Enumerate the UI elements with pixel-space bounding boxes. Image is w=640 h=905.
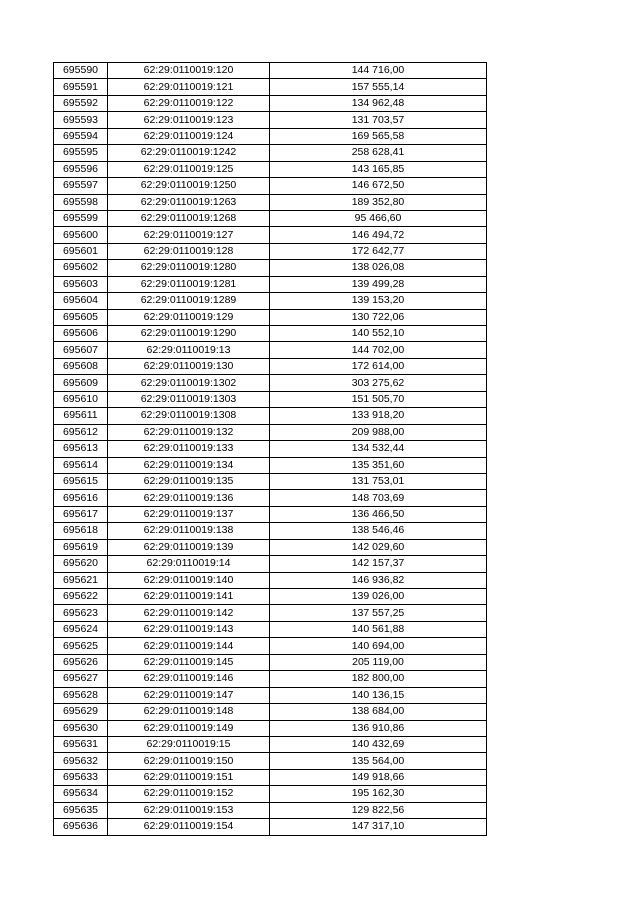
row-number-cell: 695611 <box>54 408 108 424</box>
cadastral-number-cell: 62:29:0110019:132 <box>108 424 270 440</box>
row-number-cell: 695592 <box>54 95 108 111</box>
table-row <box>54 671 487 687</box>
cadastral-value-cell: 139 499,28 <box>270 276 487 292</box>
table-row <box>54 523 487 539</box>
cadastral-number-cell: 62:29:0110019:124 <box>108 128 270 144</box>
row-number-cell: 695612 <box>54 424 108 440</box>
row-number-cell: 695600 <box>54 227 108 243</box>
table-row <box>54 457 487 473</box>
cadastral-number-cell: 62:29:0110019:136 <box>108 490 270 506</box>
row-number-cell: 695599 <box>54 210 108 226</box>
cadastral-value-cell: 129 822,56 <box>270 802 487 818</box>
cadastral-value-cell: 131 703,57 <box>270 112 487 128</box>
row-number-cell: 695633 <box>54 769 108 785</box>
table-row <box>54 819 487 835</box>
table-row <box>54 375 487 391</box>
cadastral-number-cell: 62:29:0110019:152 <box>108 786 270 802</box>
row-number-cell: 695615 <box>54 473 108 489</box>
cadastral-number-cell: 62:29:0110019:1303 <box>108 391 270 407</box>
table-row <box>54 276 487 292</box>
table-row <box>54 654 487 670</box>
cadastral-value-cell: 142 157,37 <box>270 556 487 572</box>
row-number-cell: 695596 <box>54 161 108 177</box>
row-number-cell: 695623 <box>54 605 108 621</box>
cadastral-value-cell: 157 555,14 <box>270 79 487 95</box>
row-number-cell: 695606 <box>54 326 108 342</box>
table-row <box>54 391 487 407</box>
row-number-cell: 695607 <box>54 342 108 358</box>
table-row <box>54 194 487 210</box>
cadastral-number-cell: 62:29:0110019:1289 <box>108 293 270 309</box>
row-number-cell: 695609 <box>54 375 108 391</box>
row-number-cell: 695618 <box>54 523 108 539</box>
cadastral-number-cell: 62:29:0110019:15 <box>108 736 270 752</box>
cadastral-number-cell: 62:29:0110019:142 <box>108 605 270 621</box>
cadastral-value-cell: 146 494,72 <box>270 227 487 243</box>
table-row <box>54 260 487 276</box>
row-number-cell: 695624 <box>54 621 108 637</box>
row-number-cell: 695590 <box>54 63 108 79</box>
cadastral-number-cell: 62:29:0110019:154 <box>108 819 270 835</box>
cadastral-value-cell: 140 552,10 <box>270 326 487 342</box>
row-number-cell: 695604 <box>54 293 108 309</box>
cadastral-value-cell: 135 564,00 <box>270 753 487 769</box>
row-number-cell: 695630 <box>54 720 108 736</box>
cadastral-value-cell: 136 466,50 <box>270 506 487 522</box>
cadastral-value-cell: 172 642,77 <box>270 243 487 259</box>
cadastral-number-cell: 62:29:0110019:1263 <box>108 194 270 210</box>
table-row <box>54 687 487 703</box>
cadastral-number-cell: 62:29:0110019:135 <box>108 473 270 489</box>
cadastral-value-cell: 205 119,00 <box>270 654 487 670</box>
table-row <box>54 95 487 111</box>
cadastral-value-cell: 169 565,58 <box>270 128 487 144</box>
cadastral-number-cell: 62:29:0110019:1242 <box>108 145 270 161</box>
row-number-cell: 695619 <box>54 539 108 555</box>
cadastral-value-cell: 140 694,00 <box>270 638 487 654</box>
cadastral-value-cell: 146 672,50 <box>270 178 487 194</box>
table-row <box>54 638 487 654</box>
cadastral-number-cell: 62:29:0110019:146 <box>108 671 270 687</box>
table-row <box>54 720 487 736</box>
table-row <box>54 473 487 489</box>
cadastral-value-cell: 137 557,25 <box>270 605 487 621</box>
cadastral-number-cell: 62:29:0110019:134 <box>108 457 270 473</box>
table-row <box>54 556 487 572</box>
table-row <box>54 358 487 374</box>
table-row <box>54 704 487 720</box>
table-row <box>54 786 487 802</box>
cadastral-value-cell: 135 351,60 <box>270 457 487 473</box>
cadastral-value-cell: 143 165,85 <box>270 161 487 177</box>
row-number-cell: 695614 <box>54 457 108 473</box>
row-number-cell: 695636 <box>54 819 108 835</box>
cadastral-value-cell: 303 275,62 <box>270 375 487 391</box>
cadastral-number-cell: 62:29:0110019:151 <box>108 769 270 785</box>
row-number-cell: 695617 <box>54 506 108 522</box>
cadastral-value-cell: 142 029,60 <box>270 539 487 555</box>
row-number-cell: 695629 <box>54 704 108 720</box>
cadastral-value-cell: 147 317,10 <box>270 819 487 835</box>
row-number-cell: 695594 <box>54 128 108 144</box>
row-number-cell: 695595 <box>54 145 108 161</box>
cadastral-number-cell: 62:29:0110019:140 <box>108 572 270 588</box>
cadastral-value-cell: 138 684,00 <box>270 704 487 720</box>
table-row <box>54 342 487 358</box>
table-row <box>54 112 487 128</box>
table-row <box>54 539 487 555</box>
cadastral-number-cell: 62:29:0110019:138 <box>108 523 270 539</box>
table-row <box>54 63 487 79</box>
cadastral-value-cell: 139 026,00 <box>270 589 487 605</box>
cadastral-number-cell: 62:29:0110019:1268 <box>108 210 270 226</box>
cadastral-value-cell: 144 702,00 <box>270 342 487 358</box>
cadastral-value-cell: 138 546,46 <box>270 523 487 539</box>
table-row <box>54 408 487 424</box>
table-row <box>54 227 487 243</box>
cadastral-value-cell: 209 988,00 <box>270 424 487 440</box>
cadastral-number-cell: 62:29:0110019:127 <box>108 227 270 243</box>
cadastral-value-cell: 146 936,82 <box>270 572 487 588</box>
table-row <box>54 605 487 621</box>
row-number-cell: 695626 <box>54 654 108 670</box>
cadastral-number-cell: 62:29:0110019:144 <box>108 638 270 654</box>
cadastral-number-cell: 62:29:0110019:1281 <box>108 276 270 292</box>
table-row <box>54 424 487 440</box>
table-row <box>54 309 487 325</box>
cadastral-number-cell: 62:29:0110019:147 <box>108 687 270 703</box>
cadastral-number-cell: 62:29:0110019:141 <box>108 589 270 605</box>
cadastral-number-cell: 62:29:0110019:1290 <box>108 326 270 342</box>
table-row <box>54 490 487 506</box>
row-number-cell: 695627 <box>54 671 108 687</box>
table-body <box>54 63 487 836</box>
cadastral-number-cell: 62:29:0110019:125 <box>108 161 270 177</box>
row-number-cell: 695608 <box>54 358 108 374</box>
table-row <box>54 210 487 226</box>
cadastral-number-cell: 62:29:0110019:153 <box>108 802 270 818</box>
cadastral-number-cell: 62:29:0110019:133 <box>108 441 270 457</box>
cadastral-value-cell: 151 505,70 <box>270 391 487 407</box>
table-row <box>54 589 487 605</box>
cadastral-value-cell: 189 352,80 <box>270 194 487 210</box>
cadastral-number-cell: 62:29:0110019:122 <box>108 95 270 111</box>
row-number-cell: 695613 <box>54 441 108 457</box>
table-row <box>54 753 487 769</box>
cadastral-value-cell: 136 910,86 <box>270 720 487 736</box>
cadastral-value-cell: 144 716,00 <box>270 63 487 79</box>
cadastral-value-cell: 138 026,08 <box>270 260 487 276</box>
table-row <box>54 572 487 588</box>
row-number-cell: 695625 <box>54 638 108 654</box>
row-number-cell: 695597 <box>54 178 108 194</box>
cadastral-number-cell: 62:29:0110019:123 <box>108 112 270 128</box>
row-number-cell: 695603 <box>54 276 108 292</box>
cadastral-value-cell: 140 136,15 <box>270 687 487 703</box>
cadastral-value-cell: 134 532,44 <box>270 441 487 457</box>
cadastral-number-cell: 62:29:0110019:1302 <box>108 375 270 391</box>
cadastral-number-cell: 62:29:0110019:121 <box>108 79 270 95</box>
cadastral-value-cell: 130 722,06 <box>270 309 487 325</box>
cadastral-number-cell: 62:29:0110019:130 <box>108 358 270 374</box>
cadastral-number-cell: 62:29:0110019:139 <box>108 539 270 555</box>
cadastral-number-cell: 62:29:0110019:1250 <box>108 178 270 194</box>
cadastral-value-table <box>53 62 487 836</box>
cadastral-number-cell: 62:29:0110019:128 <box>108 243 270 259</box>
cadastral-number-cell: 62:29:0110019:129 <box>108 309 270 325</box>
row-number-cell: 695632 <box>54 753 108 769</box>
cadastral-value-cell: 195 162,30 <box>270 786 487 802</box>
cadastral-value-cell: 140 561,88 <box>270 621 487 637</box>
cadastral-value-cell: 258 628,41 <box>270 145 487 161</box>
cadastral-number-cell: 62:29:0110019:150 <box>108 753 270 769</box>
cadastral-number-cell: 62:29:0110019:13 <box>108 342 270 358</box>
table-row <box>54 769 487 785</box>
cadastral-value-cell: 131 753,01 <box>270 473 487 489</box>
cadastral-value-cell: 182 800,00 <box>270 671 487 687</box>
cadastral-number-cell: 62:29:0110019:143 <box>108 621 270 637</box>
row-number-cell: 695598 <box>54 194 108 210</box>
row-number-cell: 695601 <box>54 243 108 259</box>
table-row <box>54 441 487 457</box>
cadastral-value-cell: 139 153,20 <box>270 293 487 309</box>
table-row <box>54 506 487 522</box>
cadastral-value-cell: 149 918,66 <box>270 769 487 785</box>
cadastral-number-cell: 62:29:0110019:14 <box>108 556 270 572</box>
row-number-cell: 695622 <box>54 589 108 605</box>
cadastral-number-cell: 62:29:0110019:145 <box>108 654 270 670</box>
row-number-cell: 695635 <box>54 802 108 818</box>
row-number-cell: 695634 <box>54 786 108 802</box>
cadastral-number-cell: 62:29:0110019:148 <box>108 704 270 720</box>
row-number-cell: 695620 <box>54 556 108 572</box>
table-row <box>54 243 487 259</box>
table-row <box>54 736 487 752</box>
row-number-cell: 695593 <box>54 112 108 128</box>
cadastral-value-cell: 148 703,69 <box>270 490 487 506</box>
row-number-cell: 695616 <box>54 490 108 506</box>
row-number-cell: 695621 <box>54 572 108 588</box>
cadastral-value-cell: 172 614,00 <box>270 358 487 374</box>
cadastral-number-cell: 62:29:0110019:120 <box>108 63 270 79</box>
table-row <box>54 145 487 161</box>
table-row <box>54 802 487 818</box>
row-number-cell: 695602 <box>54 260 108 276</box>
cadastral-value-cell: 140 432,69 <box>270 736 487 752</box>
cadastral-number-cell: 62:29:0110019:1280 <box>108 260 270 276</box>
table-row <box>54 178 487 194</box>
table-row <box>54 128 487 144</box>
row-number-cell: 695610 <box>54 391 108 407</box>
table-row <box>54 621 487 637</box>
cadastral-number-cell: 62:29:0110019:137 <box>108 506 270 522</box>
cadastral-value-cell: 133 918,20 <box>270 408 487 424</box>
row-number-cell: 695591 <box>54 79 108 95</box>
table-row <box>54 161 487 177</box>
table-row <box>54 326 487 342</box>
row-number-cell: 695631 <box>54 736 108 752</box>
cadastral-number-cell: 62:29:0110019:149 <box>108 720 270 736</box>
cadastral-value-cell: 95 466,60 <box>270 210 487 226</box>
table-row <box>54 79 487 95</box>
cadastral-value-cell: 134 962,48 <box>270 95 487 111</box>
row-number-cell: 695605 <box>54 309 108 325</box>
row-number-cell: 695628 <box>54 687 108 703</box>
table-row <box>54 293 487 309</box>
cadastral-number-cell: 62:29:0110019:1308 <box>108 408 270 424</box>
